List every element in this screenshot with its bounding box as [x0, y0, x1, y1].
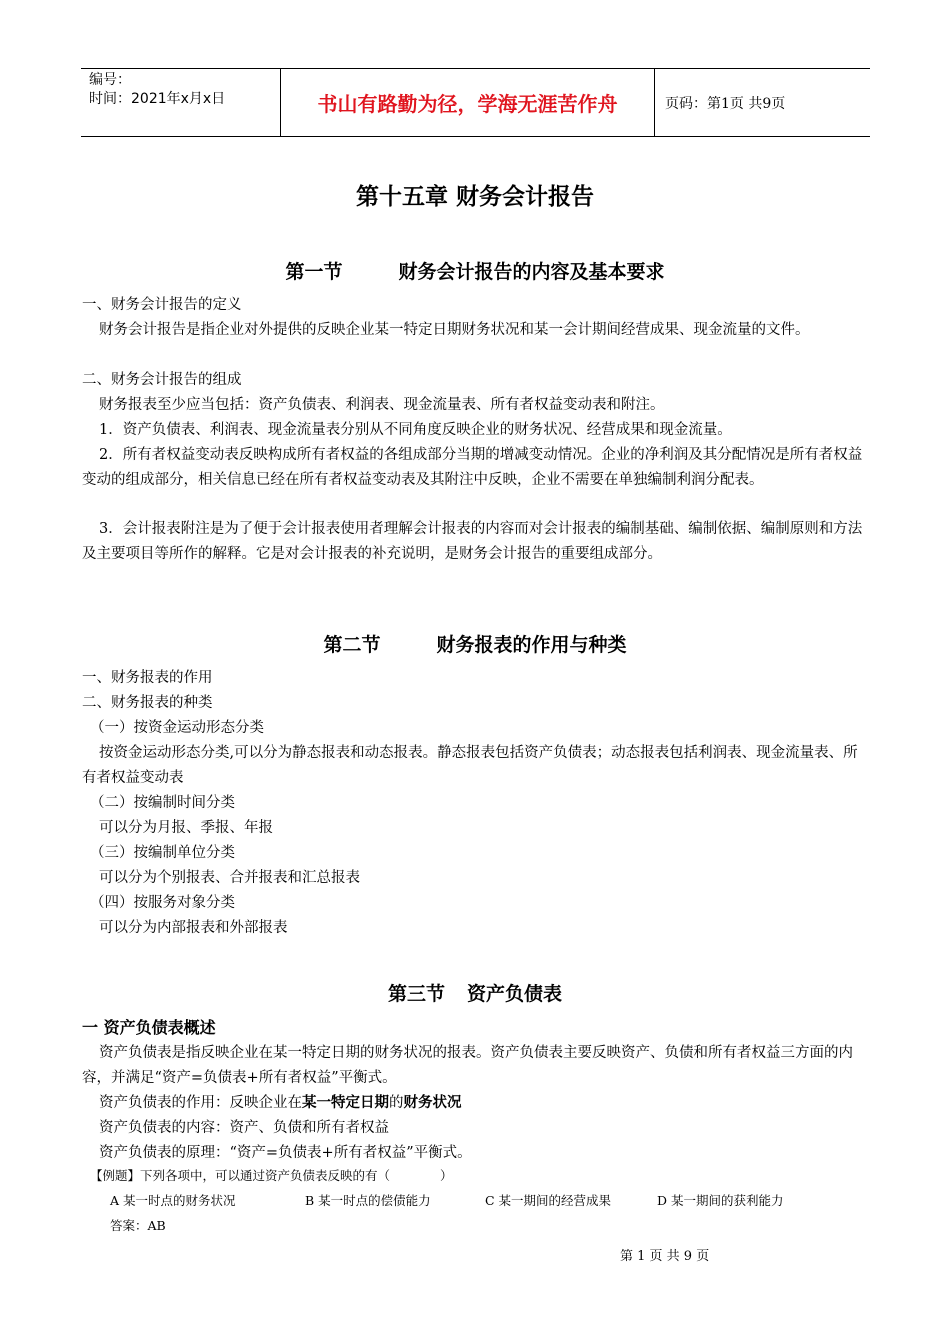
s1-paragraph-4: 2．所有者权益变动表反映构成所有者权益的各组成部分当期的增减变动情况。企业的净利润及其分配情况是所有者权益变动的组成部分，相关信息已经在所有者权益变动表及其附注中反映，企业不需要在单独编制利润分配表。 [82, 447, 863, 488]
s3-p2-part-d: 财务状况 [403, 1094, 462, 1111]
s3-p2-part-a: 资产负债表的作用：反映企业在 [99, 1095, 302, 1111]
section-3-number: 第三节 [387, 983, 445, 1005]
s1-paragraph-3: 1．资产负债表、利润表、现金流量表分别从不同角度反映企业的财务状况、经营成果和现金流量。 [99, 422, 732, 438]
section-3-heading [0, 979, 950, 1006]
s3-p2-part-c: 的 [389, 1095, 404, 1111]
s2-category-1: （一）按资金运动形态分类 [90, 720, 264, 736]
chapter-title: 第十五章 财务会计报告 [355, 184, 594, 210]
s1-paragraph-2: 财务报表至少应当包括：资产负债表、利润表、现金流量表、所有者权益变动表和附注。 [99, 397, 665, 413]
s1-paragraph-1: 财务会计报告是指企业对外提供的反映企业某一特定日期财务状况和某一会计期间经营成果、现金流量的文件。 [99, 322, 810, 338]
header-meta [81, 69, 281, 136]
s3-paragraph-2 [82, 1091, 872, 1116]
s3-paragraph-4: 资产负债表的原理：“资产=负债表+所有者权益”平衡式。 [99, 1145, 472, 1161]
section-2-number: 第二节 [323, 634, 381, 656]
s2-heading-1: 一、财务报表的作用 [82, 670, 213, 686]
number-label: 编号： [89, 72, 131, 88]
s3-options [110, 1189, 900, 1214]
s2-category-4: （四）按服务对象分类 [90, 895, 235, 911]
section-2-heading [0, 630, 950, 657]
option-a: A 某一时点的财务状况 [110, 1193, 236, 1208]
header-page-info: 页码：第1页 共9页 [665, 95, 786, 112]
s3-example: 【例题】下列各项中，可以通过资产负债表反映的有（ ） [90, 1168, 453, 1183]
s2-category-2: （二）按编制时间分类 [90, 795, 235, 811]
option-d: D 某一期间的获利能力 [657, 1193, 784, 1208]
option-c: C 某一期间的经营成果 [485, 1193, 612, 1208]
s2-category-2-text: 可以分为月报、季报、年报 [99, 820, 273, 836]
s1-heading-2: 二、财务会计报告的组成 [82, 372, 242, 388]
s3-p2-part-b: 某一特定日期 [302, 1094, 389, 1111]
date-label: 时间：2021年x月x日 [89, 91, 226, 107]
section-1-heading [0, 257, 950, 284]
s2-category-3-text: 可以分为个别报表、合并报表和汇总报表 [99, 870, 360, 886]
s3-paragraph-3: 资产负债表的内容：资产、负债和所有者权益 [99, 1120, 389, 1136]
s3-subheading-1: 一 资产负债表概述 [82, 1018, 216, 1037]
s2-category-3: （三）按编制单位分类 [90, 845, 235, 861]
s2-category-1-text: 按资金运动形态分类,可以分为静态报表和动态报表。静态报表包括资产负债表；动态报表包括利润表、现金流量表、所有者权益变动表 [82, 745, 858, 786]
section-1-title: 财务会计报告的内容及基本要求 [398, 261, 665, 283]
s3-answer: 答案：AB [110, 1218, 166, 1233]
page-footer: 第 1 页 共 9 页 [620, 1249, 710, 1264]
header-motto: 书山有路勤为径，学海无涯苦作舟 [281, 69, 655, 136]
s2-category-4-text: 可以分为内部报表和外部报表 [99, 920, 288, 936]
section-3-title: 资产负债表 [467, 983, 563, 1005]
s3-paragraph-1: 资产负债表是指反映企业在某一特定日期的财务状况的报表。资产负债表主要反映资产、负债和所有者权益三方面的内容，并满足“资产=负债表+所有者权益”平衡式。 [82, 1045, 853, 1086]
option-b: B 某一时点的偿债能力 [305, 1193, 431, 1208]
s1-paragraph-5: 3．会计报表附注是为了便于会计报表使用者理解会计报表的内容而对会计报表的编制基础、编制依据、编制原则和方法及主要项目等所作的解释。它是对会计报表的补充说明，是财务会计报告的重要组成部分。 [82, 521, 863, 562]
page-header [81, 68, 870, 137]
s2-heading-2: 二、财务报表的种类 [82, 695, 213, 711]
s1-heading-1: 一、财务会计报告的定义 [82, 297, 242, 313]
section-2-title: 财务报表的作用与种类 [436, 634, 627, 656]
section-1-number: 第一节 [285, 261, 343, 283]
